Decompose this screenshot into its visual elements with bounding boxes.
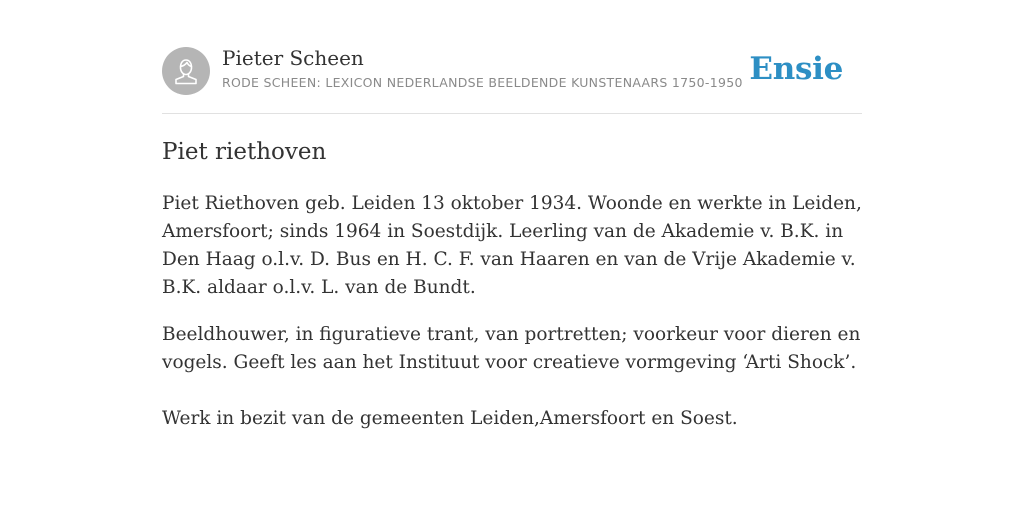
- article-paragraph: Werk in bezit van de gemeenten Leiden,Amersfoort en Soest.: [162, 408, 738, 429]
- avatar[interactable]: [162, 47, 210, 95]
- article-title: Piet riethoven: [162, 139, 327, 165]
- article-paragraph: Piet Riethoven geb. Leiden 13 oktober 1934. Woonde en werkte in Leiden, Amersfoort; sinds 1964 in Soestdijk. Leerling van de Akademie v. B.K. in Den Haag o.l.v. D. Bus en H. C. F. van Haaren en van de Vrije Akademie v. B.K. aldaar o.l.v. L. van de Bundt.: [162, 193, 862, 298]
- ensie-logo[interactable]: Ensie: [749, 51, 843, 87]
- divider: [162, 113, 862, 114]
- author-name[interactable]: Pieter Scheen: [222, 46, 364, 70]
- article-paragraph: Beeldhouwer, in figuratieve trant, van portretten; voorkeur voor dieren en vogels. Geeft les aan het Instituut voor creatieve vormgeving ‘Arti Shock’.: [162, 324, 861, 373]
- user-avatar-icon: [162, 47, 210, 95]
- source-label[interactable]: RODE SCHEEN: LEXICON NEDERLANDSE BEELDENDE KUNSTENAARS 1750-1950: [222, 75, 743, 90]
- author-header: [162, 46, 862, 96]
